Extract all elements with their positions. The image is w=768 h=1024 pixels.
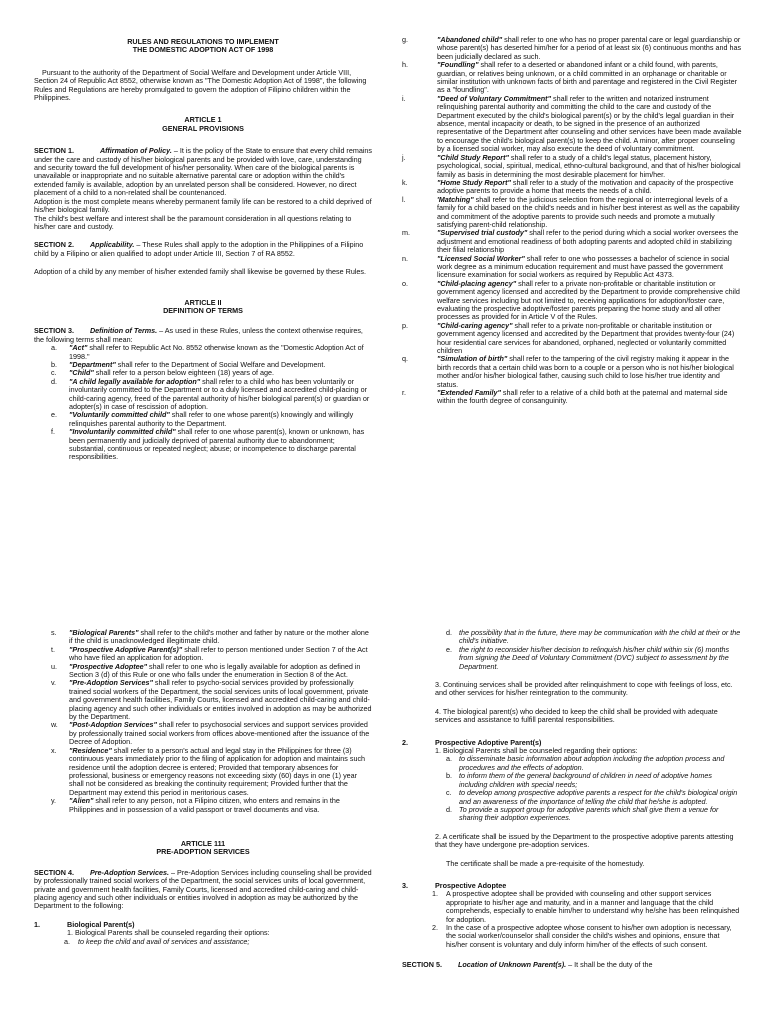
list-item [402,772,742,789]
definition-text: shall refer to psychosocial services and support services provided by professionally trained social workers from offices above-mentioned after the issuance of the Decree of Adoption. [69,720,370,747]
definition-list [34,629,372,814]
definition-text: shall refer to a child who has been voluntarily or involuntarily committed to the Department or to a duly licensed and accredited child-placing or child-caring agency, freed of the parental authority of his/her biological parent(s) or guardian or adopter(s) in case of rescission of adoption. [69,376,370,411]
definition-text: shall refer to one whose parent(s) knowingly and willingly relinquishes parental authority to the Department. [69,410,354,428]
definition-text: shall refer to the judicious selection from the regional or interregional levels of a family for a child based on the child's needs and in his/her best interest as well as the capability and commitment of the adoptive parents to provide such needs and promote a mutually satisfying parent-child relationship. [437,194,740,229]
item-letter: a. [64,936,70,946]
certificate-prerequisite: The certificate shall be made a pre-requisite of the homestudy. [446,858,645,868]
prospective-adoptive-parents-options [402,755,742,822]
list-item [402,924,742,949]
list-item [34,938,372,946]
defined-term: "Prospective Adoptive Parent(s)" [69,644,183,654]
definition-text: shall refer to psycho-social services provided by professionally trained social workers of the Department, the social services units of local government, private and government health facilities, Family Courts, licensed and accredited child-caring and child-placing agency and such other individuals or entities involved in adoption as may be authorized by the Department. [69,678,372,722]
definition-item [34,378,372,412]
definition-item [34,411,372,428]
item-letter: 1. [432,889,438,899]
definition-item [34,629,372,646]
definition-text: shall refer to a private non-profitable or charitable institution or government agency licensed and accredited by the Department to provide comprehensive child welfare services including but not limited to, receiving applications for adoption/foster care, evaluating the prospective adoptive/foster parents preparing the home study and all other processes as provided for in Article V of the Rules. [437,278,740,322]
item-letter: d. [446,804,452,814]
definition-text: shall refer to one whose parent(s), known or unknown, has been permanently and judicially deprived of parental authority due to abandonment; substantial, continuous or repeated neglect; abuse; or incompetence to discharge parental responsibilities. [69,427,365,462]
keep-child-paragraph: 4. The biological parent(s) who decided to keep the child shall be provided with adequate services and assistance to fulfill parental responsibilities. [435,706,718,725]
item-letter: m. [402,228,410,238]
defined-term: "Home Study Report" [437,177,511,187]
defined-term: "Licensed Social Worker" [437,253,525,263]
defined-term: "Department" [69,359,116,369]
item-letter: u. [51,661,57,671]
definition-item [34,428,372,462]
defined-term: "Child-placing agency" [437,278,517,288]
item-title: Biological Parent(s) [67,919,135,929]
defined-term: "Prospective Adoptee" [69,661,148,671]
definition-item [402,196,742,230]
item-letter: q. [402,354,408,364]
item-letter: p. [402,320,408,330]
section-3 [34,327,372,344]
definition-item [402,322,742,356]
definition-text: shall refer to a person's actual and legal stay in the Philippines for three (3) continuous years immediately prior to the filing of application for adoption and maintains such residence until the adoption decree is entered; Provided that temporary absences for professional, business or emergency reasons not exceeding sixty (60) days in one (1) year shall not be considered as breaking the continuity requirement; Provided further that the Department may extend this period in meritorious cases. [69,745,366,797]
article-number: ARTICLE II [184,297,222,307]
definition-text: shall refer to a deserted or abandoned infant or a child found, with parents, guardian, or relatives being unknown, or a child committed in an orphanage or charitable or similar institution with unknown facts of birth and parentage and registered in the Civil Register as a "foundling". [437,60,738,95]
definition-text: shall refer to a study of the motivation and capacity of the prospective adoptive parents to provide a home that meets the needs of a child. [437,177,734,196]
article-title: DEFINITION OF TERMS [163,305,243,315]
definition-text: shall refer to a study of a child's legal status, placement history, psychological, social, spiritual, medical, ethno-cultural background, and that of his/her biological family as basis in determining the most desirable placement for him/her. [437,152,741,179]
definition-text: shall refer to any person, not a Filipino citizen, who enters and remains in the Philippines and in possession of a valid passport or travel documents and visa. [69,796,340,814]
article-2-heading [34,299,372,316]
page2-left-column [34,629,372,946]
page1-right-column [402,36,742,406]
section-1 [34,147,372,197]
definition-item [402,36,742,61]
section-2-paragraph-2: Adoption of a child by any member of his/her extended family shall likewise be governed by these Rules. [34,267,367,277]
defined-term: "Biological Parents" [69,628,139,637]
biological-parents-heading [34,921,372,929]
list-item [402,890,742,924]
item-letter: x. [51,745,57,755]
section-1-paragraph-2: Adoption is the most complete means whereby permanent family life can be restored to a child deprived of his/her biological family. [34,196,372,215]
definition-list [402,36,742,406]
definition-item [402,61,742,95]
section-heading: Applicability. [89,240,135,250]
item-text: to develop among prospective adoptive parents a respect for the child's biological origin and an awareness of the importance of telling the child that he/she is adopted. [459,788,738,806]
defined-term: "Involuntarily committed child" [69,427,176,437]
definition-text: shall refer to one who has no proper parental care or legal guardianship or whose parent(s) has deserted him/her for a period of at least six (6) continuous months and has been judicially declared as such. [437,35,742,61]
item-text: the possibility that in the future, there may be communication with the child at their or the child's initiative. [459,628,741,646]
article-number: ARTICLE 111 [180,838,226,848]
biological-parents-intro: 1. Biological Parents shall be counseled regarding their options: [67,928,270,938]
page1-left-column [34,38,372,462]
item-text: To provide a support group for adoptive parents which shall give them a venue for sharing their adoption experiences. [459,804,719,823]
item-letter: v. [51,678,57,688]
section-label: SECTION 3. [34,326,74,336]
definition-item [402,280,742,322]
list-item [402,755,742,772]
defined-term: "Post-Adoption Services" [69,720,157,730]
certificate-paragraph: 2. A certificate shall be issued by the Department to the prospective adoptive parents attesting that they have undergone pre-adoption services. [435,831,734,850]
section-2 [34,241,372,258]
definition-text: shall refer to the Department of Social Welfare and Development. [115,359,326,369]
section-4 [34,869,372,911]
item-letter: y. [51,796,57,806]
definition-item [34,663,372,680]
definition-text: shall refer to the tampering of the civil registry making it appear in the birth records that a certain child was born to a couple or a person who is not his/her biological mother and/or his/her biological father, causing such child to lose his/her true identity and status. [437,354,734,389]
page2-right-column [402,629,742,970]
article-title: PRE-ADOPTION SERVICES [156,847,250,857]
prospective-adoptive-parents-heading [402,739,742,747]
definition-text: shall refer to a relative of a child both at the paternal and maternal side within the fourth degree of consanguinity. [437,388,728,406]
item-letter: j. [402,152,406,162]
definition-item [34,797,372,814]
list-item [402,629,742,646]
definition-item [402,95,742,154]
item-letter: l. [402,194,406,204]
item-number: 2. [402,737,408,747]
definition-text: shall refer to one who possesses a bachelor of science in social work degree as a minimum education requirement and must have passed the government licensure examination for social workers as required by Republic Act 4373. [437,253,730,280]
definition-item [34,721,372,746]
list-item [402,646,742,671]
definition-item [34,344,372,361]
item-letter: i. [402,93,406,103]
item-letter: a. [446,754,452,764]
defined-term: "Abandoned child" [437,35,503,44]
biological-parents-options-continued [402,629,742,671]
section-heading: Pre-Adoption Services. [89,867,170,877]
item-letter: o. [402,278,408,288]
section-text: – It shall be the duty of the [566,960,653,970]
article-1-heading [34,116,372,133]
list-item [402,789,742,806]
item-letter: g. [402,35,408,44]
item-text: A prospective adoptee shall be provided with counseling and other support services appropriate to his/her age and maturity, and in a manner and language that the child comprehends, especially to enable him/her to understand why he/she has been relinquished for adoption. [446,889,740,924]
defined-term: "Pre-Adoption Services" [69,678,153,688]
item-letter: s. [51,628,57,637]
section-heading: Affirmation of Policy. [99,146,172,156]
item-title: Prospective Adoptee [435,880,507,890]
definition-item [402,229,742,254]
defined-term: "Extended Family" [437,388,501,398]
item-letter: d. [446,628,452,637]
definition-item [402,154,742,179]
item-number: 1. [34,919,40,929]
intro-paragraph: Pursuant to the authority of the Department of Social Welfare and Development under Article VIII, Section 24 of Republic Act 8552, otherwise known as "The Domestic Adoption Act of 1998", the following Rules and Regulations are hereby promulgated to govern the adoption of Filipino children within the Philippines. [34,67,367,103]
defined-term: "Foundling" [437,60,479,70]
item-letter: t. [51,644,55,654]
title-line-2: THE DOMESTIC ADOPTION ACT OF 1998 [132,45,274,55]
prospective-adoptee-items [402,890,742,949]
item-text: to inform them of the general background of children in need of adoptive homes including children with special needs; [459,771,712,789]
item-text: In the case of a prospective adoptee whose consent to his/her own adoption is necessary, the social worker/counselor shall consider the child's wishes and opinions, ensure that his/her consent is voluntary and duly inform him/her of the effects of such consent. [446,922,732,949]
item-letter: c. [51,368,57,378]
defined-term: "Supervised trial custody" [437,228,528,238]
definition-text: shall refer to Republic Act No. 8552 otherwise known as the "Domestic Adoption Act of 1998." [69,343,364,361]
defined-term: "Act" [69,343,88,353]
definition-text: shall refer to the period during which a social worker oversees the adjustment and emotional readiness of both adopting parents and adopted child in stabilizing their filial relationship [437,228,739,255]
continuing-services-paragraph: 3. Continuing services shall be provided after relinquishment to cope with feelings of loss, etc. and other services for his/her reintegration to the community. [435,680,733,698]
item-letter: b. [51,359,57,369]
definition-item [34,747,372,797]
definition-text: shall refer to the child's mother and father by nature or the mother alone if the child is unacknowledged illegitimate child. [69,628,369,646]
item-letter: a. [51,343,57,353]
definition-item [402,255,742,280]
defined-term: "A child legally available for adoption" [69,376,201,386]
definition-item [402,179,742,196]
definition-list [34,344,372,462]
list-item [402,806,742,823]
document-title [34,38,372,55]
definition-text: shall refer to person mentioned under Section 7 of the Act who have filed an application for adoption. [69,644,368,663]
definition-text: shall refer to the written and notarized instrument relinquishing parental authority and committing the child to the care and custody of the Department executed by the child's biological parent(s) or by the child's legal guardian in their absence, mental incapacity or death, to be signed in the presence of an authorized representative of the Department after counseling and other services have been made available to encourage the child's biological parent(s) to keep the child. A minor, after proper counseling by a licensed social worker, may also execute the deed of voluntary commitment. [437,93,742,154]
article-title: GENERAL PROVISIONS [162,123,244,133]
article-3-heading [34,840,372,857]
item-text: to disseminate basic information about adoption including the adoption process and procedures and the effects of adoption. [459,754,725,772]
item-letter: 2. [432,922,438,932]
section-text: – It is the policy of the State to ensure that every child remains under the care and custody of his/her biological parents and be provided with love, care, understanding and security toward the full development of his/her personality. When care of the biological parents is unavailable or inappropriate and no suitable alternative parental care or adoption within the child's extended family is available, adoption by an unrelated person shall be considered. However, no direct placement of a child to a non-related shall be countenanced. [34,146,372,198]
item-letter: c. [446,788,452,798]
section-1-paragraph-3: The child's best welfare and interest shall be the paramount consideration in all questions relating to his/her care and custody. [34,213,352,231]
item-letter: k. [402,177,408,187]
item-letter: e. [446,644,452,654]
definition-text: shall refer to a private non-profitable or charitable institution or government agency licensed and accredited by the Department that provides twenty-four (24) hour residential care services for abandoned, orphaned, neglected or voluntarily committed children [437,320,735,356]
defined-term: "Residence" [69,745,112,755]
section-text: – These Rules shall apply to the adoption in the Philippines of a Filipino child by a Filipino or alien qualified to adopt under Article III, Section 7 of RA 8552. [34,240,364,258]
defined-term: "Deed of Voluntary Commitment" [437,93,551,103]
item-letter: e. [51,410,57,420]
definition-text: shall refer to one who is legally available for adoption as defined in Section 3 (d) of this Rule or one who falls under the enumeration in Section 8 of the Act. [69,661,361,680]
section-label: SECTION 4. [34,867,74,877]
section-heading: Definition of Terms. [89,326,158,336]
item-letter: d. [51,376,57,386]
section-label: SECTION 5. [402,960,442,970]
item-number: 3. [402,880,408,890]
definition-text: shall refer to a person below eighteen (18) years of age. [93,368,274,378]
definition-item [34,679,372,721]
section-text: – As used in these Rules, unless the context otherwise requires, the following terms shall mean: [34,326,363,344]
defined-term: "Simulation of birth" [437,354,508,364]
defined-term: "Child-caring agency" [437,320,513,330]
section-heading: Location of Unknown Parent(s). [457,960,567,970]
item-letter: b. [446,771,452,781]
definition-item [34,646,372,663]
item-letter: w. [51,720,58,730]
item-title: Prospective Adoptive Parent(s) [435,737,542,747]
defined-term: "Alien" [69,796,94,806]
defined-term: 'Matching" [437,194,474,204]
definition-item [402,389,742,406]
prospective-adoptive-parents-intro: 1. Biological Parents shall be counseled regarding their options: [435,746,638,756]
section-label: SECTION 2. [34,240,74,250]
title-line-1: RULES AND REGULATIONS TO IMPLEMENT [127,37,279,46]
item-text: to keep the child and avail of services and assistance; [78,936,250,946]
definition-item [402,355,742,389]
item-letter: h. [402,60,408,70]
section-5 [402,961,742,969]
defined-term: "Child" [69,368,94,378]
article-number: ARTICLE 1 [184,115,222,125]
item-letter: r. [402,388,406,398]
defined-term: "Voluntarily committed child" [69,410,170,420]
section-label: SECTION 1. [34,146,74,156]
defined-term: "Child Study Report" [437,152,509,162]
item-letter: f. [51,427,55,437]
item-text: the right to reconsider his/her decision to relinquish his/her child within six (6) months from signing the Deed of Voluntary Commitment (DVC) subject to assessment by the Department. [459,644,730,671]
biological-parents-options [34,938,372,946]
section-text: – Pre-Adoption Services including counseling shall be provided by professionally trained social workers of the Department, the social services units of local government, private and government health facilities, Family Courts, licensed and accredited child-caring and child-placing agency and such other individuals or entities involved in adoption as may be authorized by the Department to the following: [34,867,372,911]
item-letter: n. [402,253,408,263]
